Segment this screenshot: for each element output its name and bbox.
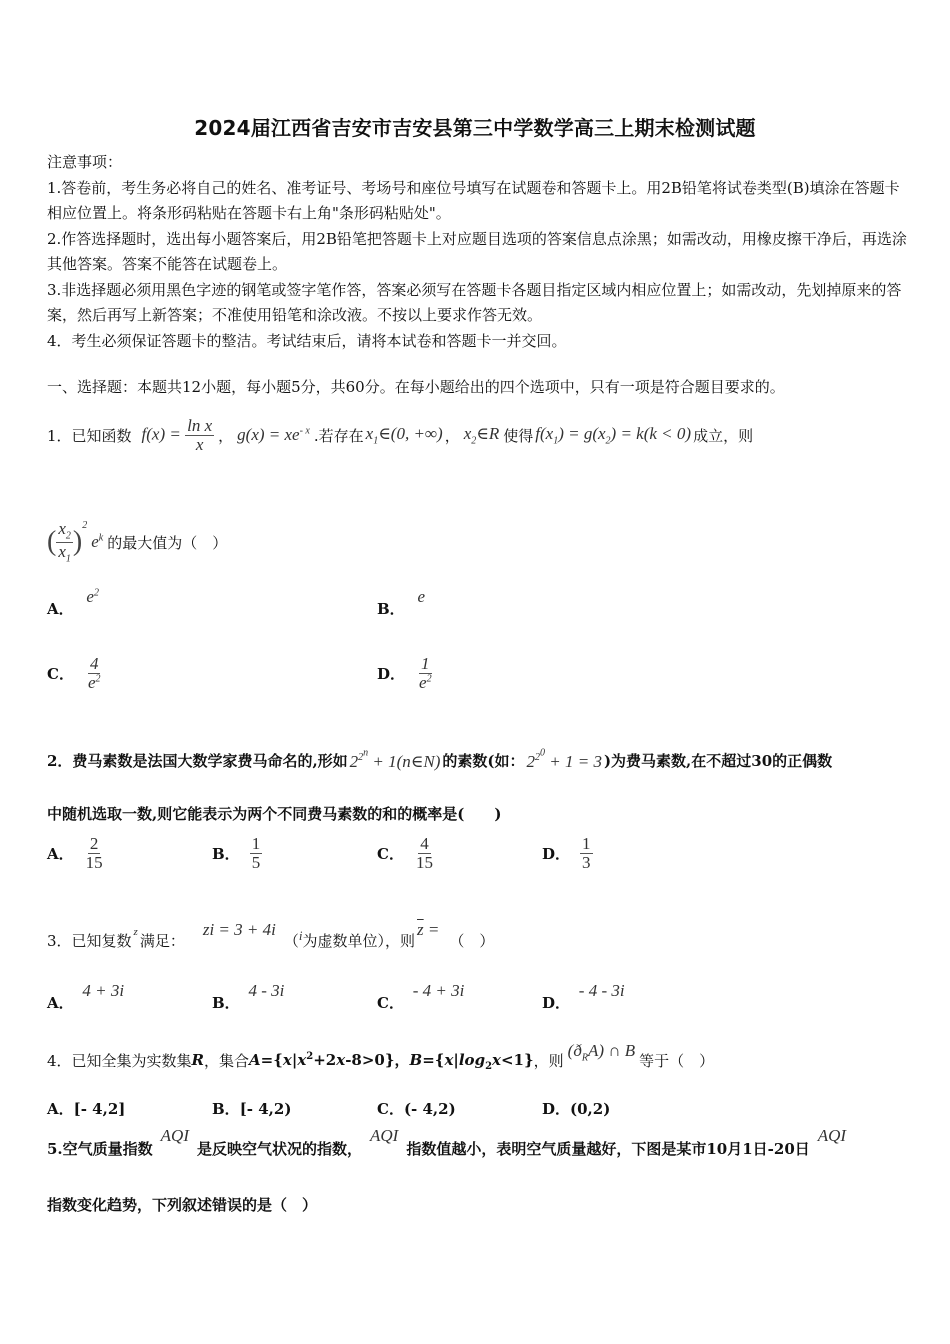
section-heading: 一、选择题：本题共12小题，每小题5分，共60分。在每小题给出的四个选项中，只有一项是符合题目要求的。 [47,378,785,396]
q4-option-d[interactable]: D．(0,2) [542,1100,611,1118]
q4-option-c[interactable]: C．(- 4,2) [377,1100,456,1118]
q1-prefix: 1．已知函数 [47,426,132,445]
notice-item-4: 4．考生必须保证答题卡的整洁。考试结束后，请将本试卷和答题卡一并交回。 [47,331,567,350]
notice-item-1: 1.答卷前，考生务必将自己的姓名、准考证号、考场号和座位号填写在试题卷和答题卡上。用2B铅笔将试卷类型(B)填涂在答题卡相应位置上。将条形码粘贴在答题卡右上角"条形码粘贴处"。 [47,178,900,222]
q2-option-b[interactable]: B． $\frac{1}{5}$ [212,834,261,872]
q1-x2-domain: $x_2\in R$ [463,423,500,447]
q2-example: $2^{2^0} + 1 = 3$ [526,748,602,771]
q4-expression: $(ð_RA)$ ∩ B [567,1040,636,1064]
notice-item-2: 2.作答选择题时，选出每小题答案后，用2B铅笔把答题卡上对应题目选项的答案信息点涂黑；如需改动，用橡皮擦干净后，再选涂其他答案。答案不能答在试题卷上。 [47,229,907,273]
q3-option-b[interactable]: B． 4 - 3i [212,981,285,1012]
question-4: 4．已知全集为实数集 R ，集合 $A=\{x|x^2+2x-8>0\}$，$B=\{x|\log_2x<1\}$ ，则 $(ð_RA)$ ∩ B 等于（ ） [47,1040,715,1072]
notice-block [47,150,907,354]
question-3: 3．已知复数 z 满足： zi = 3 + 4i （ i 为虚数单位），则 $\overline{z}$ = （ ） [47,920,495,950]
q1-option-c[interactable]: C． $\frac{4}{e^2}$ [47,654,101,692]
q4-option-b[interactable]: B．[- 4,2) [212,1100,292,1118]
q3-option-d[interactable]: D． - 4 - 3i [542,981,625,1012]
q2-option-c[interactable]: C． $\frac{4}{15}$ [377,834,433,872]
question-1: 1．已知函数 f(x) = $\frac{\text{ln x}}{x}$ ， $g(x) = xe^{- x}$ .若存在 $x_1\in(0$, +∞) ， $x_2\in R$ 使得 $f(x_1) = g(x_2) = k(k < 0)$ 成立，则 [47,415,754,454]
q1-text-3: 成立，则 [693,426,754,445]
question-2: 2．费马素数是法国大数学家费马命名的,形如 $2^{2^n}$ + 1(n∈N) 的素数(如： $2^{2^0} + 1 = 3$ )为费马素数,在不超过30的正偶数 [47,748,833,771]
q1-tail: 的最大值为（ ） [107,533,228,552]
q1-option-b[interactable]: B． e [377,587,426,618]
q4-option-a[interactable]: A．[- 4,2] [47,1100,126,1118]
q2-line-2: 中随机选取一数,则它能表示为两个不同费马素数的和的概率是( ) [47,805,502,823]
q1-option-d[interactable]: D． $\frac{1}{e^2}$ [377,654,432,692]
q4-set-a: $A=\{x|x^2+2x-8>0\}$，$B=\{x|\log_2x<1\}$ [249,1050,534,1072]
notice-item-3: 3.非选择题必须用黑色字迹的钢笔或签字笔作答，答案必须写在答题卡各题目指定区域内相应位置上；如需改动，先划掉原来的答案，然后再写上新答案；不准使用铅笔和涂改液。不按以上要求作答无效。 [47,280,902,324]
q2-option-d[interactable]: D． $\frac{1}{3}$ [542,834,591,872]
question-5: 5.空气质量指数 AQI 是反映空气状况的指数， AQI 指数值越小，表明空气质量越好，下图是某市10月1日-20日 AQI [47,1126,847,1158]
q3-equation: zi = 3 + 4i [202,920,276,939]
q2-option-a[interactable]: A． $\frac{2}{15}$ [47,834,103,872]
q2-formula: $2^{2^n}$ + 1(n∈N) [349,748,441,771]
notice-heading: 注意事项： [47,153,123,171]
page-title: 2024届江西省吉安市吉安县第三中学数学高三上期末检测试题 [194,116,756,140]
q1-expression-line [47,512,227,572]
q1-expression: ( $\frac{x_2}{x_1}$ ) $^2$ $e^k$ [47,518,104,564]
q5-line-2: 指数变化趋势，下列叙述错误的是（ ） [47,1196,318,1214]
q1-text-1: .若存在 [313,426,364,445]
q1-option-a[interactable]: A． $e^2$ [47,587,99,618]
q1-g-formula: $g(x) = xe^{- x}$ [237,425,310,444]
q1-x1-domain: $x_1\in(0$, +∞) [365,423,443,447]
q1-text-2: 使得 [503,426,534,445]
q1-f-formula: f(x) = $\frac{\text{ln x}}{x}$ [141,415,213,454]
q3-option-a[interactable]: A． 4 + 3i [47,981,125,1012]
q3-option-c[interactable]: C． - 4 + 3i [377,981,465,1012]
q1-equation: $f(x_1) = g(x_2) = k(k < 0)$ [535,423,692,447]
q3-conjugate: $\overline{z}$ = [417,920,440,939]
